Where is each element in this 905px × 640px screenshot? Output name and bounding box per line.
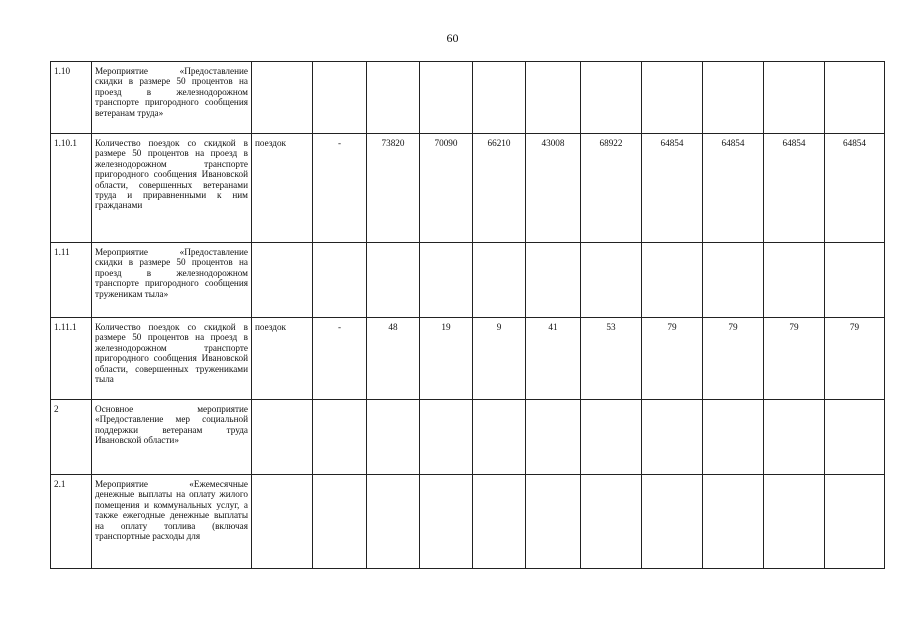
value-cell: 64854 bbox=[642, 134, 703, 243]
unit-cell: поездок bbox=[252, 318, 313, 400]
indicator-name-cell: Основное мероприятие «Предоставление мер социальной поддержки ветеранам труда Ивановской области» bbox=[92, 400, 252, 475]
value-cell bbox=[420, 62, 473, 134]
value-cell bbox=[642, 62, 703, 134]
value-cell bbox=[473, 475, 526, 569]
value-cell: 79 bbox=[764, 318, 825, 400]
value-cell bbox=[367, 62, 420, 134]
value-cell bbox=[367, 243, 420, 318]
row-number-cell: 2 bbox=[51, 400, 92, 475]
value-cell bbox=[581, 475, 642, 569]
indicator-name-cell: Мероприятие «Ежемесячные денежные выплаты на оплату жилого помещения и коммунальных услуг, а также ежегодные денежные выплаты на оплату топлива (включая транспортные расходы для bbox=[92, 475, 252, 569]
value-cell bbox=[764, 62, 825, 134]
value-cell bbox=[825, 400, 885, 475]
indicator-name-cell: Мероприятие «Предоставление скидки в размере 50 процентов на проезд в железнодорожном транспорте пригородного сообщения ветеранам труда» bbox=[92, 62, 252, 134]
value-cell bbox=[825, 475, 885, 569]
value-cell bbox=[420, 400, 473, 475]
value-cell bbox=[473, 243, 526, 318]
value-cell: 41 bbox=[526, 318, 581, 400]
value-cell bbox=[473, 400, 526, 475]
value-cell: 79 bbox=[703, 318, 764, 400]
unit-cell bbox=[252, 475, 313, 569]
indicators-table bbox=[50, 61, 885, 569]
value-cell bbox=[473, 62, 526, 134]
unit-cell bbox=[252, 400, 313, 475]
value-cell bbox=[420, 243, 473, 318]
value-cell bbox=[642, 475, 703, 569]
value-cell bbox=[764, 243, 825, 318]
value-cell: - bbox=[313, 134, 367, 243]
unit-cell bbox=[252, 243, 313, 318]
value-cell bbox=[526, 475, 581, 569]
value-cell bbox=[581, 243, 642, 318]
value-cell bbox=[313, 400, 367, 475]
value-cell bbox=[581, 400, 642, 475]
value-cell: 68922 bbox=[581, 134, 642, 243]
value-cell bbox=[526, 62, 581, 134]
value-cell bbox=[703, 475, 764, 569]
value-cell bbox=[764, 475, 825, 569]
value-cell: 66210 bbox=[473, 134, 526, 243]
value-cell bbox=[703, 243, 764, 318]
page-number: 60 bbox=[446, 31, 459, 45]
value-cell: 64854 bbox=[825, 134, 885, 243]
indicator-name-cell: Количество поездок со скидкой в размере 50 процентов на проезд в железнодорожном транспорте пригородного сообщения Ивановской области, совершенных ветеранами труда и приравненными к ним гражданами bbox=[92, 134, 252, 243]
indicator-name-cell: Мероприятие «Предоставление скидки в размере 50 процентов на проезд в железнодорожном транспорте пригородного сообщения труженикам тыла» bbox=[92, 243, 252, 318]
value-cell: 79 bbox=[825, 318, 885, 400]
value-cell: 43008 bbox=[526, 134, 581, 243]
value-cell bbox=[313, 475, 367, 569]
table-row bbox=[51, 243, 885, 318]
value-cell bbox=[313, 62, 367, 134]
value-cell: 79 bbox=[642, 318, 703, 400]
value-cell bbox=[825, 243, 885, 318]
value-cell bbox=[313, 243, 367, 318]
value-cell bbox=[526, 243, 581, 318]
table-row bbox=[51, 62, 885, 134]
indicator-name-cell: Количество поездок со скидкой в размере 50 процентов на проезд в железнодорожном транспорте пригородного сообщения Ивановской области, совершенных тружениками тыла bbox=[92, 318, 252, 400]
value-cell: 9 bbox=[473, 318, 526, 400]
value-cell: 64854 bbox=[703, 134, 764, 243]
value-cell bbox=[764, 400, 825, 475]
table-row bbox=[51, 475, 885, 569]
value-cell bbox=[642, 400, 703, 475]
value-cell bbox=[703, 62, 764, 134]
row-number-cell: 1.10 bbox=[51, 62, 92, 134]
unit-cell bbox=[252, 62, 313, 134]
value-cell bbox=[367, 475, 420, 569]
table-row bbox=[51, 134, 885, 243]
row-number-cell: 2.1 bbox=[51, 475, 92, 569]
row-number-cell: 1.10.1 bbox=[51, 134, 92, 243]
unit-cell: поездок bbox=[252, 134, 313, 243]
value-cell: 70090 bbox=[420, 134, 473, 243]
value-cell bbox=[581, 62, 642, 134]
table-row bbox=[51, 318, 885, 400]
value-cell bbox=[703, 400, 764, 475]
value-cell: 73820 bbox=[367, 134, 420, 243]
value-cell: 48 bbox=[367, 318, 420, 400]
row-number-cell: 1.11.1 bbox=[51, 318, 92, 400]
value-cell bbox=[420, 475, 473, 569]
value-cell bbox=[642, 243, 703, 318]
value-cell: 64854 bbox=[764, 134, 825, 243]
value-cell: 53 bbox=[581, 318, 642, 400]
value-cell bbox=[367, 400, 420, 475]
value-cell: - bbox=[313, 318, 367, 400]
value-cell bbox=[825, 62, 885, 134]
value-cell: 19 bbox=[420, 318, 473, 400]
row-number-cell: 1.11 bbox=[51, 243, 92, 318]
table-row bbox=[51, 400, 885, 475]
value-cell bbox=[526, 400, 581, 475]
